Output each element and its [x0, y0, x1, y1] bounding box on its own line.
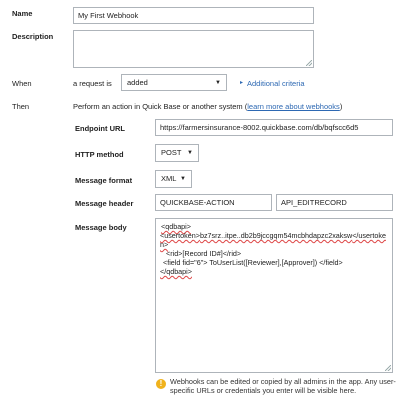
- then-label: Then: [12, 102, 30, 111]
- message-format-label: Message format: [75, 176, 133, 185]
- when-prefix: a request is: [73, 79, 112, 88]
- endpoint-url-label: Endpoint URL: [75, 124, 125, 133]
- caret-right-icon: ▸: [240, 80, 244, 86]
- additional-criteria-link[interactable]: Additional criteria: [247, 79, 305, 88]
- body-line: [160, 222, 388, 231]
- resize-handle[interactable]: [385, 365, 391, 371]
- when-select[interactable]: [121, 74, 227, 91]
- message-body-label: Message body: [75, 223, 127, 232]
- then-text: Perform an action in Quick Base or another system (: [73, 102, 248, 111]
- message-format-select[interactable]: [155, 170, 192, 188]
- webhook-notice: [170, 377, 396, 395]
- description-label: Description: [12, 32, 54, 41]
- body-line: [160, 240, 388, 249]
- notice-line-2: specific URLs or credentials you enter will be visible here.: [170, 386, 357, 395]
- body-line: [160, 267, 388, 276]
- endpoint-url-input[interactable]: https://farmersinsurance-8002.quickbase.com/db/bqfscc6d5: [155, 119, 393, 136]
- warning-icon: !: [156, 379, 166, 389]
- body-line: [160, 249, 388, 258]
- resize-handle[interactable]: [306, 60, 312, 66]
- chevron-down-icon: ▼: [215, 80, 221, 86]
- http-method-value: POST: [161, 148, 182, 157]
- message-format-value: XML: [161, 174, 177, 183]
- chevron-down-icon: ▼: [187, 150, 193, 156]
- description-textarea[interactable]: [73, 30, 314, 68]
- then-suffix: ): [339, 102, 343, 111]
- body-line: [160, 258, 388, 267]
- http-method-label: HTTP method: [75, 150, 124, 159]
- body-line: [160, 231, 388, 240]
- webhook-name-input[interactable]: My First Webhook: [73, 7, 314, 24]
- body-line-2c: </usertoke: [352, 231, 386, 240]
- chevron-down-icon: ▼: [180, 176, 186, 182]
- body-line-5: <field fid="6"> ToUserList([Reviewer],[Approver]) </field>: [163, 258, 343, 267]
- name-label: Name: [12, 9, 33, 18]
- message-body-textarea[interactable]: [155, 218, 393, 373]
- body-line-6: </qdbapi>: [160, 267, 192, 276]
- notice-line-1: Webhooks can be edited or copied by all admins in the app. Any user-: [170, 377, 396, 386]
- body-line-2b: bz7srz..itpe..db2b9jccgqm54mcbhdapzc2xaksw: [199, 231, 353, 240]
- learn-more-webhooks-link[interactable]: learn more about webhooks: [247, 102, 340, 111]
- http-method-select[interactable]: [155, 144, 199, 162]
- header-key-input[interactable]: QUICKBASE-ACTION: [155, 194, 272, 211]
- when-select-value: added: [127, 78, 148, 87]
- body-line-3: n>: [160, 240, 169, 249]
- header-value-input[interactable]: API_EDITRECORD: [276, 194, 393, 211]
- when-label: When: [12, 79, 32, 88]
- message-header-label: Message header: [75, 199, 134, 208]
- body-line-4: <rid>[Record ID#]</rid>: [166, 249, 242, 258]
- then-description: [73, 102, 342, 111]
- body-line-1: <qdbapi>: [161, 222, 191, 231]
- body-line-2a: <usertoken>: [160, 231, 200, 240]
